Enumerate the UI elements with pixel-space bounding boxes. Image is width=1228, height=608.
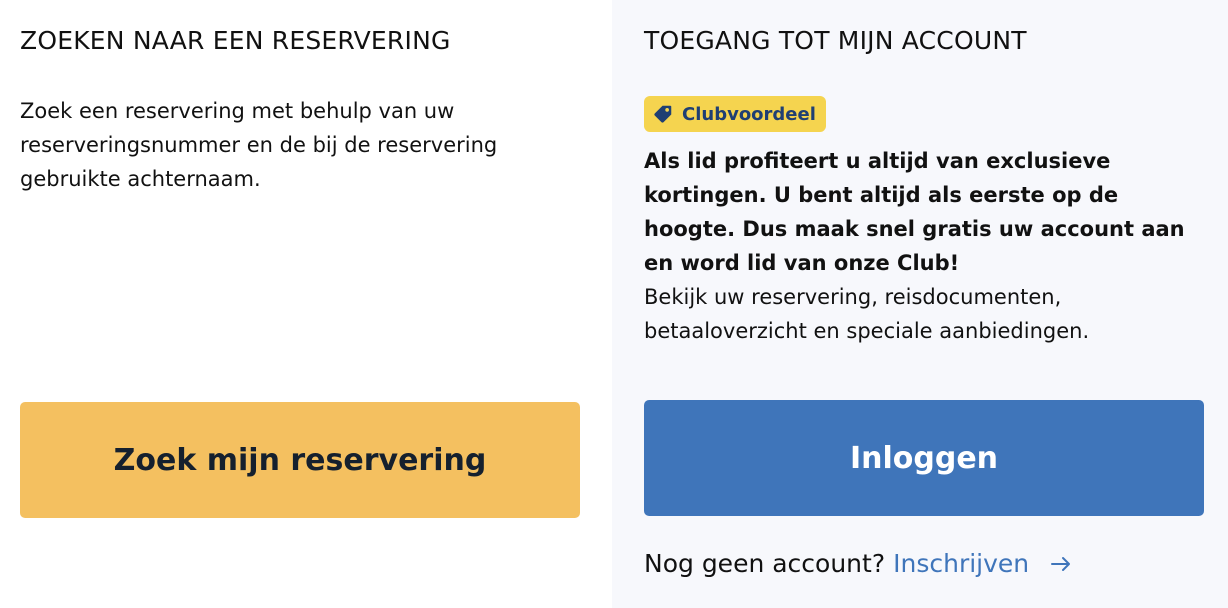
search-heading: ZOEKEN NAAR EEN RESERVERING: [20, 26, 451, 55]
signup-prompt: Nog geen account?: [644, 549, 886, 578]
signup-row: [644, 546, 1073, 582]
club-benefit-badge: [644, 96, 826, 132]
account-access-panel: [612, 0, 1228, 608]
arrow-right-icon: [1049, 552, 1073, 576]
search-reservation-panel: [0, 0, 612, 608]
badge-label: Clubvoordeel: [682, 103, 816, 125]
search-description: Zoek een reservering met behulp van uw reserveringsnummer en de bij de reservering gebruikte achternaam.: [20, 99, 498, 191]
signup-link[interactable]: [893, 546, 1073, 582]
club-benefit-text: Als lid profiteert u altijd van exclusieve kortingen. U bent altijd als eerste op de hoogte. Dus maak snel gratis uw account aan en word lid van onze Club!: [644, 149, 1185, 275]
signup-link-label: Inschrijven: [893, 549, 1030, 578]
account-features-text: Bekijk uw reservering, reisdocumenten, betaaloverzicht en speciale aanbiedingen.: [644, 285, 1090, 343]
login-button[interactable]: Inloggen: [644, 400, 1204, 516]
tag-icon: [652, 103, 674, 125]
account-heading: TOEGANG TOT MIJN ACCOUNT: [644, 26, 1027, 55]
club-description: [644, 144, 1212, 348]
search-reservation-button[interactable]: Zoek mijn reservering: [20, 402, 580, 518]
